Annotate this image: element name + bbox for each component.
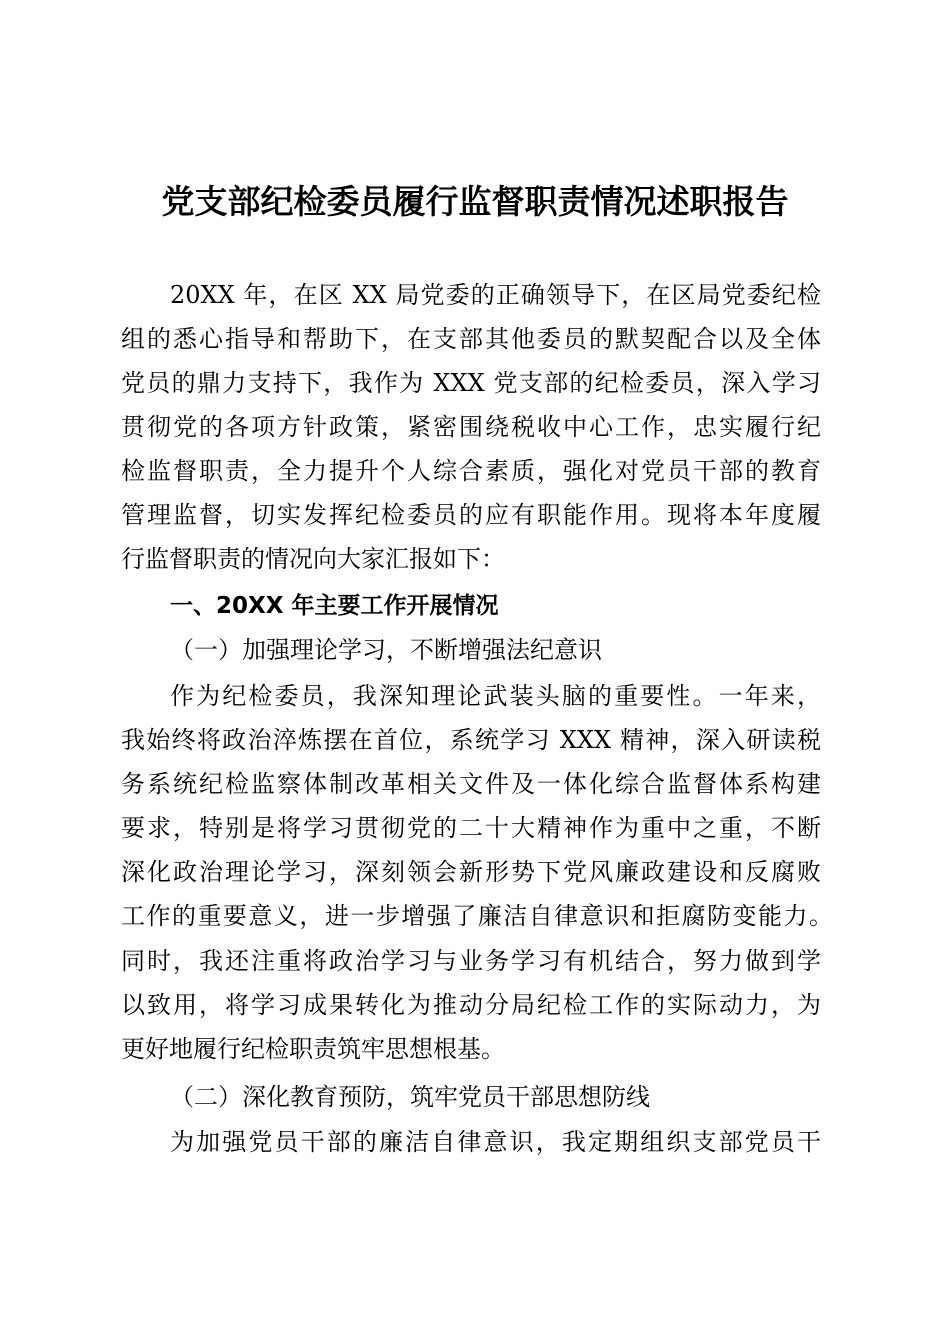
intro-line-2: 组的悉心指导和帮助下，在支部其他委员的默契配合以及全体 [121,325,821,353]
subsection-heading-1: （一）加强理论学习，不断增强法纪意识 [170,636,602,664]
sub1-line-6: 工作的重要意义，进一步增强了廉洁自律意识和拒腐防变能力。 [121,902,833,930]
sub2-line-1: 为加强党员干部的廉洁自律意识，我定期组织支部党员干 [170,1128,821,1156]
intro-line-4: 贯彻党的各项方针政策，紧密围绕税收中心工作，忠实履行纪 [121,413,821,441]
sub1-line-1: 作为纪检委员，我深知理论武装头脑的重要性。一年来， [170,682,821,710]
section-heading-1: 一、20XX 年主要工作开展情况 [170,593,499,619]
intro-line-1: 20XX 年，在区 XX 局党委的正确领导下，在区局党委纪检 [170,281,821,309]
sub1-line-2: 我始终将政治淬炼摆在首位，系统学习 XXX 精神，深入研读税 [121,726,821,754]
sub1-line-8: 以致用，将学习成果转化为推动分局纪检工作的实际动力，为 [121,991,821,1019]
intro-line-6: 管理监督，切实发挥纪检委员的应有职能作用。现将本年度履 [121,501,821,529]
intro-line-3: 党员的鼎力支持下，我作为 XXX 党支部的纪检委员，深入学习 [121,369,821,397]
sub1-line-9: 更好地履行纪检职责筑牢思想根基。 [121,1035,505,1063]
subsection-heading-2: （二）深化教育预防，筑牢党员干部思想防线 [170,1083,650,1111]
sub1-line-5: 深化政治理论学习，深刻领会新形势下党风廉政建设和反腐败 [121,858,821,886]
sub1-line-7: 同时，我还注重将政治学习与业务学习有机结合，努力做到学 [121,947,821,975]
document-title: 党支部纪检委员履行监督职责情况述职报告 [161,182,789,221]
intro-line-7: 行监督职责的情况向大家汇报如下： [121,545,505,573]
sub1-line-3: 务系统纪检监察体制改革相关文件及一体化综合监督体系构建 [121,770,821,798]
intro-line-5: 检监督职责，全力提升个人综合素质，强化对党员干部的教育 [121,457,821,485]
sub1-line-4: 要求，特别是将学习贯彻党的二十大精神作为重中之重，不断 [121,814,821,842]
